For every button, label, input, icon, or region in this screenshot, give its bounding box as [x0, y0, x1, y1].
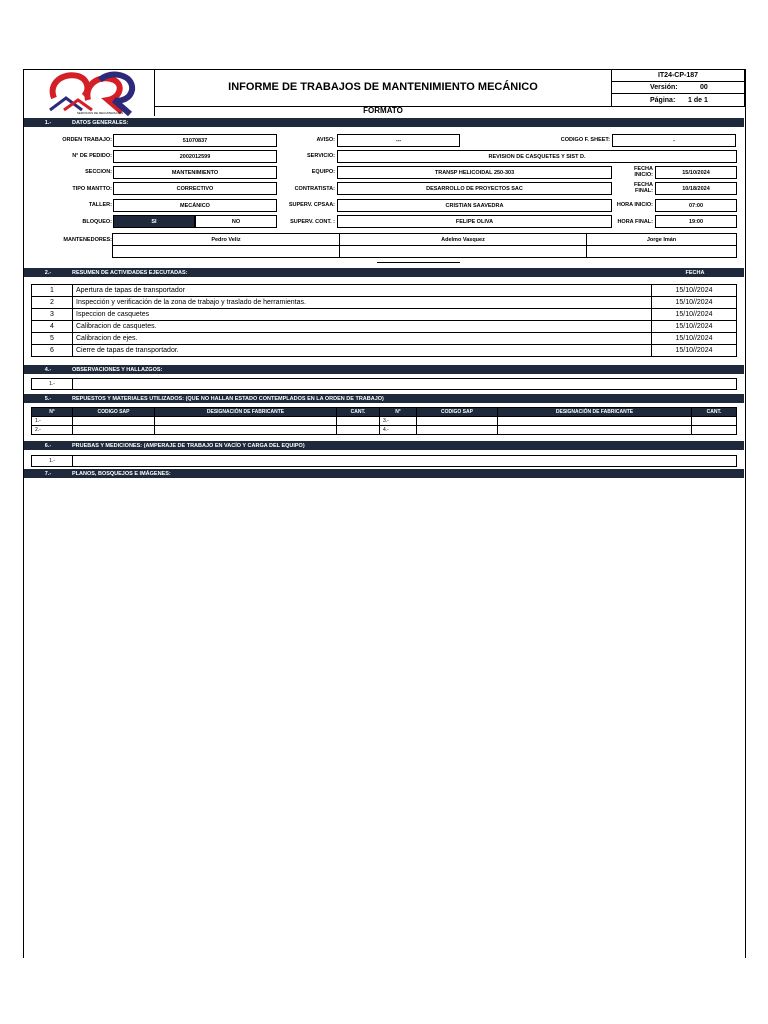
parts-row-number: 1.-	[32, 417, 73, 426]
activity-date[interactable]: 15/10//2024	[652, 333, 737, 345]
fecha-final-field[interactable]: 10/18/2024	[655, 182, 737, 195]
codigo-field[interactable]: -	[612, 134, 736, 147]
parts-cell[interactable]	[498, 426, 692, 435]
activity-date[interactable]: 15/10//2024	[652, 345, 737, 357]
mantenedor-6[interactable]	[587, 246, 737, 258]
activity-number: 5	[32, 333, 73, 345]
superv-cpsaa-label: SUPERV. CPSAA:	[288, 202, 335, 208]
contratista-field[interactable]: DESARROLLO DE PROYECTOS SAC	[337, 182, 612, 195]
version-row: Versión: 00	[611, 81, 745, 94]
activity-number: 4	[32, 321, 73, 333]
page-row: Página: 1 de 1	[611, 93, 745, 107]
mantenedor-5[interactable]	[340, 246, 587, 258]
taller-field[interactable]: MECÁNICO	[113, 199, 277, 212]
parts-cell[interactable]	[417, 417, 498, 426]
parts-col-cant-2: CANT.	[692, 408, 737, 417]
pedido-field[interactable]: 2002012599	[113, 150, 277, 163]
fecha-final-label: FECHA FINAL:	[634, 182, 653, 194]
activity-number: 3	[32, 309, 73, 321]
parts-table	[31, 407, 737, 435]
hora-final-field[interactable]: 19:00	[655, 215, 737, 228]
activity-row	[32, 309, 737, 321]
parts-col-n-1: N°	[32, 408, 73, 417]
orden-field[interactable]: 51070837	[113, 134, 277, 147]
seccion-field[interactable]: MANTENIMIENTO	[113, 166, 277, 179]
activity-number: 1	[32, 285, 73, 297]
parts-col-desig-1: DESIGNACIÓN DE FABRICANTE	[155, 408, 337, 417]
activity-description[interactable]: Calibracion de casquetes.	[73, 321, 652, 333]
parts-col-cant-1: CANT.	[337, 408, 380, 417]
codigo-label: CODIGO F. SHEET:	[560, 137, 610, 143]
superv-cont-label: SUPERV. CONT. :	[290, 219, 335, 225]
doc-code: IT24-CP-187	[611, 69, 745, 82]
mantenedor-4[interactable]	[113, 246, 340, 258]
activities-table	[31, 284, 737, 357]
parts-row-number: 2.-	[32, 426, 73, 435]
contratista-label: CONTRATISTA:	[294, 186, 335, 192]
activity-description[interactable]: Apertura de tapas de transportador	[73, 285, 652, 297]
parts-col-sap-2: CODIGO SAP	[417, 408, 498, 417]
seccion-label: SECCION:	[85, 169, 112, 175]
activity-row	[32, 297, 737, 309]
activity-row	[32, 285, 737, 297]
document-subtitle: FORMATO	[363, 106, 403, 115]
section-1-header: 1.- DATOS GENERALES:	[24, 118, 744, 127]
section-5-header: 5.- REPUESTOS Y MATERIALES UTILIZADOS: (QUE NO HALLAN ESTADO CONTEMPLADOS EN LA ORDEN DE TRABAJO)	[24, 394, 744, 403]
orden-label: ORDEN TRABAJO:	[62, 137, 112, 143]
activity-description[interactable]: Ispeccion de casquetes	[73, 309, 652, 321]
signature-line	[377, 262, 460, 263]
parts-cell[interactable]	[155, 426, 337, 435]
pedido-label: N° DE PEDIDO:	[72, 153, 112, 159]
observation-field[interactable]	[73, 379, 737, 390]
parts-row-number: 4.-	[380, 426, 417, 435]
parts-col-n-2: N°	[380, 408, 417, 417]
activity-date[interactable]: 15/10//2024	[652, 309, 737, 321]
section-6-header: 6.- PRUEBAS Y MEDICIONES: (AMPERAJE DE TRABAJO EN VACÍO Y CARGA DEL EQUIPO)	[24, 441, 744, 450]
tests-table	[31, 455, 737, 467]
activity-number: 6	[32, 345, 73, 357]
tipo-label: TIPO MANTTO:	[72, 186, 112, 192]
section-7-header: 7.- PLANOS, BOSQUEJOS E IMÁGENES:	[24, 469, 744, 478]
superv-cont-field[interactable]: FELIPE OLIVA	[337, 215, 612, 228]
parts-cell[interactable]	[498, 417, 692, 426]
parts-cell[interactable]	[73, 426, 155, 435]
parts-col-sap-1: CODIGO SAP	[73, 408, 155, 417]
parts-cell[interactable]	[337, 426, 380, 435]
activity-date[interactable]: 15/10//2024	[652, 285, 737, 297]
section-4-header: 4.- OBSERVACIONES Y HALLAZGOS:	[24, 365, 744, 374]
hora-final-label: HORA FINAL:	[617, 219, 653, 225]
test-number: 1.-	[32, 456, 73, 467]
parts-cell[interactable]	[692, 426, 737, 435]
activity-date[interactable]: 15/10//2024	[652, 321, 737, 333]
section-2-header: 2.- RESUMEN DE ACTIVIDADES EJECUTADAS: FECHA	[24, 268, 744, 277]
equipo-label: EQUIPO:	[311, 169, 335, 175]
mantenedores-table	[112, 233, 737, 258]
equipo-field[interactable]: TRANSP HELICOIDAL 250-303	[337, 166, 612, 179]
company-logo	[44, 70, 154, 116]
parts-row-number: 3.-	[380, 417, 417, 426]
activity-description[interactable]: Inspección y verificación de la zona de trabajo y traslado de herramientas.	[73, 297, 652, 309]
parts-cell[interactable]	[155, 417, 337, 426]
servicio-label: SERVICIO:	[306, 153, 335, 159]
tipo-field[interactable]: CORRECTIVO	[113, 182, 277, 195]
activity-row	[32, 345, 737, 357]
page-title: INFORME DE TRABAJOS DE MANTENIMIENTO MECÁNICO	[228, 81, 538, 93]
observations-table	[31, 378, 737, 390]
parts-cell[interactable]	[337, 417, 380, 426]
servicio-field[interactable]: REVISION DE CASQUETES Y SIST D.	[337, 150, 737, 163]
mantenedor-2[interactable]: Adelmo Vasquez	[340, 234, 587, 246]
parts-cell[interactable]	[417, 426, 498, 435]
activity-row	[32, 321, 737, 333]
hora-inicio-label: HORA INICIO:	[616, 202, 653, 208]
mantenedores-label: MANTENEDORES:	[63, 237, 112, 243]
taller-label: TALLER:	[88, 202, 112, 208]
superv-cpsaa-field[interactable]: CRISTIAN SAAVEDRA	[337, 199, 612, 212]
aviso-label: AVISO:	[316, 137, 335, 143]
aviso-field[interactable]: ---	[337, 134, 460, 147]
activity-row	[32, 333, 737, 345]
test-field[interactable]	[73, 456, 737, 467]
activity-date[interactable]: 15/10//2024	[652, 297, 737, 309]
observation-number: 1.-	[32, 379, 73, 390]
fecha-inicio-label: FECHA INICIO:	[634, 166, 653, 178]
bloqueo-label: BLOQUEO:	[82, 219, 112, 225]
mantenedor-1[interactable]: Pedro Veliz	[113, 234, 340, 246]
logo-caption: SERVICIOS DE RECUPERACIÓN	[76, 111, 124, 115]
fecha-inicio-field[interactable]: 15/10/2024	[655, 166, 737, 179]
hora-inicio-field[interactable]: 07:00	[655, 199, 737, 212]
bloqueo-no-toggle[interactable]: NO	[195, 215, 277, 228]
mantenedor-3[interactable]: Jorge Imán	[587, 234, 737, 246]
bloqueo-si-toggle[interactable]: SI	[113, 215, 195, 228]
parts-cell[interactable]	[692, 417, 737, 426]
activity-description[interactable]: Calibracion de ejes.	[73, 333, 652, 345]
parts-col-desig-2: DESIGNACIÓN DE FABRICANTE	[498, 408, 692, 417]
activity-description[interactable]: Cierre de tapas de transportador.	[73, 345, 652, 357]
activity-number: 2	[32, 297, 73, 309]
parts-cell[interactable]	[73, 417, 155, 426]
